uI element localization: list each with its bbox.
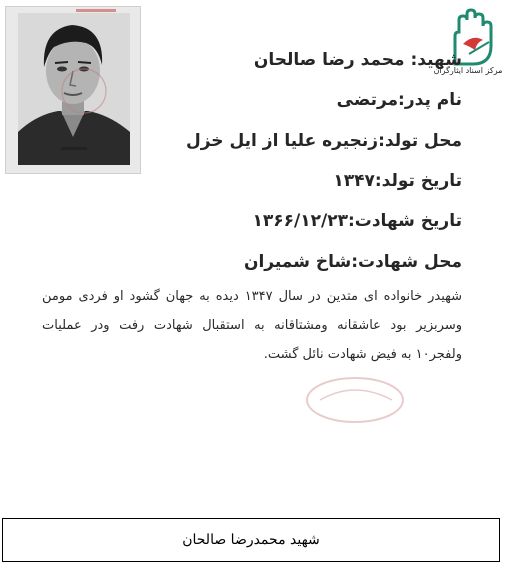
biography-text: شهیدر خانواده ای متدین در سال ۱۳۴۷ دیده به جهان گشود او فردی مومن وسربزیر بود عاشقانه ومشتاقانه به استقبال شهادت رفت ودر عملیات ولفجر۱۰ به فیض شهادت نائل گشت. (42, 289, 463, 362)
martyrdom-date: تاریخ شهادت:۱۳۶۶/۱۲/۲۳ (252, 211, 462, 231)
martyr-name: شهید: محمد رضا صالحان (253, 50, 462, 70)
birth-date: تاریخ تولد:۱۳۴۷ (333, 171, 462, 191)
logo-caption: مرکز اسناد ایثارگران (433, 66, 503, 75)
portrait-photo (5, 6, 141, 174)
father-name: نام پدر:مرتضی (336, 90, 462, 110)
caption-box (2, 518, 500, 562)
martyrdom-place: محل شهادت:شاخ شمیران (243, 252, 462, 272)
faded-stamp-icon (300, 370, 410, 430)
birth-place: محل تولد:زنجیره علیا از ایل خزل (185, 131, 462, 151)
caption-text: شهید محمدرضا صالحان (182, 532, 320, 548)
